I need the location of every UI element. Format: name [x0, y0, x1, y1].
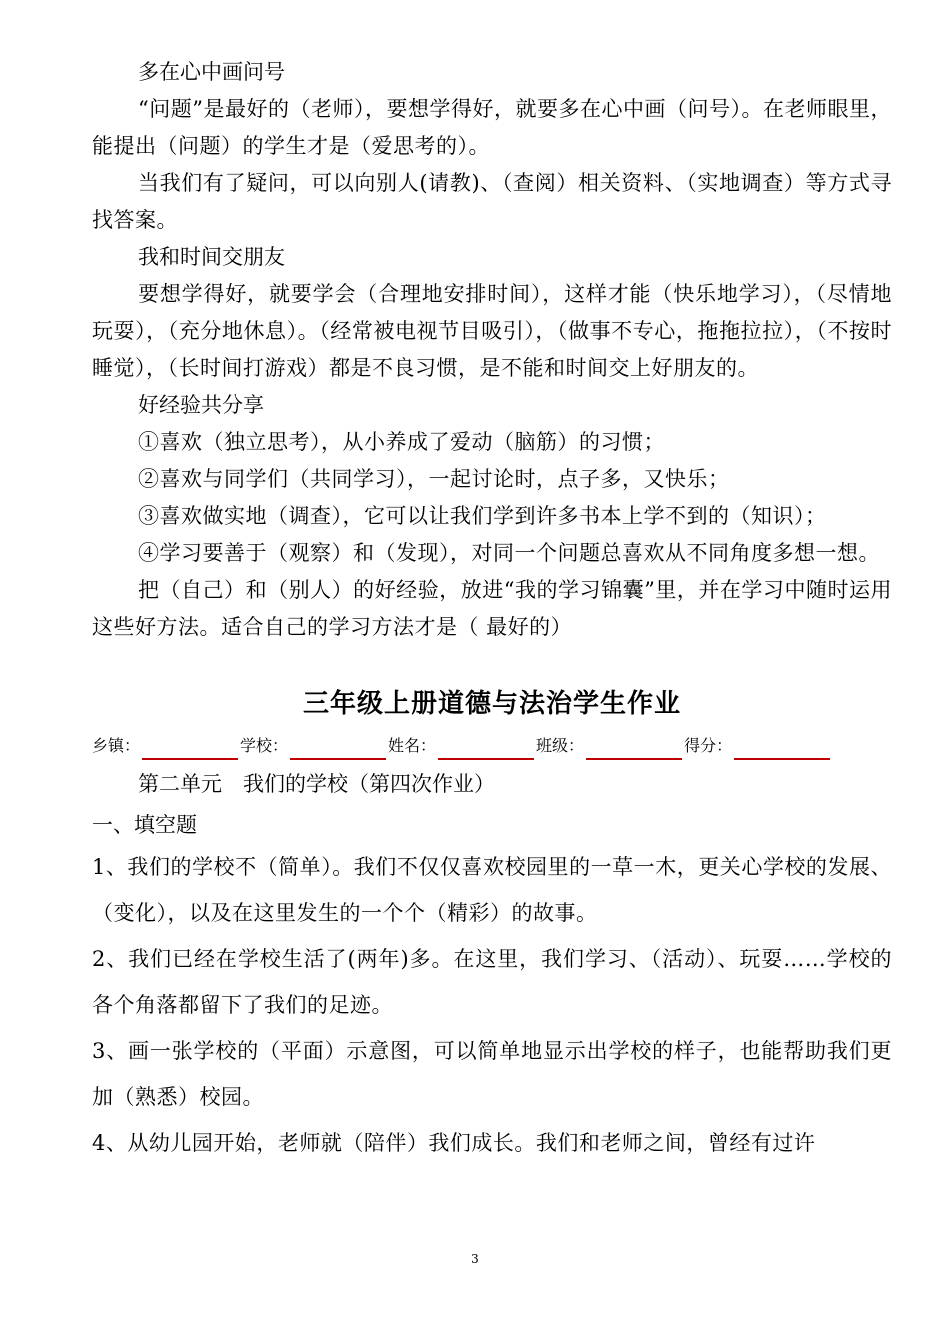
- field-label: 学校：: [240, 736, 289, 755]
- info-field-score: [684, 732, 832, 760]
- school-blank[interactable]: [290, 738, 386, 760]
- question: 3、画一张学校的（平面）示意图，可以简单地显示出学校的样子，也能帮助我们更加（熟悉）校园。: [92, 1039, 892, 1109]
- name-blank[interactable]: [438, 738, 534, 760]
- class-blank[interactable]: [586, 738, 682, 760]
- question: 2、我们已经在学校生活了(两年)多。在这里，我们学习、（活动）、玩耍……学校的各个角落都留下了我们的足迹。: [92, 947, 892, 1017]
- list-item: ④学习要善于（观察）和（发现），对同一个问题总喜欢从不同角度多想一想。: [138, 541, 880, 565]
- page-number: 3: [471, 1252, 479, 1266]
- paragraph: 当我们有了疑问，可以向别人(请教)、（查阅）相关资料、（实地调查）等方式寻找答案。: [92, 171, 892, 232]
- field-label: 班级：: [536, 736, 585, 755]
- info-field-class: [536, 732, 684, 760]
- worksheet-title: 三年级上册道德与法治学生作业: [302, 689, 681, 719]
- score-blank[interactable]: [734, 738, 830, 760]
- section-heading-questions: 多在心中画问号: [138, 60, 285, 84]
- town-blank[interactable]: [142, 738, 238, 760]
- question: 1、我们的学校不（简单）。我们不仅仅喜欢校园里的一草一木，更关心学校的发展、（变化），以及在这里发生的一个个（精彩）的故事。: [92, 855, 892, 925]
- section-heading-experience: 好经验共分享: [138, 393, 264, 417]
- field-label: 姓名：: [388, 736, 437, 755]
- paragraph: 把（自己）和（别人）的好经验，放进“我的学习锦囊”里，并在学习中随时运用这些好方法。适合自己的学习方法才是（ 最好的）: [92, 578, 892, 639]
- info-field-town: [92, 732, 240, 760]
- list-item: ②喜欢与同学们（共同学习），一起讨论时，点子多，又快乐；: [138, 467, 730, 491]
- paragraph: 要想学得好，就要学会（合理地安排时间），这样才能（快乐地学习），（尽情地玩耍），（充分地休息）。（经常被电视节目吸引），（做事不专心，拖拖拉拉），（不按时睡觉），（长时间打游戏）都是不良习惯，是不能和时间交上好朋友的。: [92, 282, 892, 380]
- unit-line: 第二单元 我们的学校（第四次作业）: [138, 772, 495, 796]
- info-field-school: [240, 732, 388, 760]
- field-label: 得分：: [684, 736, 733, 755]
- part-heading: 一、填空题: [92, 813, 197, 837]
- student-info-line: [92, 732, 892, 760]
- list-item: ③喜欢做实地（调查），它可以让我们学到许多书本上学不到的（知识）；: [138, 504, 827, 528]
- paragraph: “问题”是最好的（老师），要想学得好，就要多在心中画（问号）。在老师眼里，能提出（问题）的学生才是（爱思考的）。: [92, 97, 892, 158]
- question: 4、从幼儿园开始，老师就（陪伴）我们成长。我们和老师之间，曾经有过许: [92, 1131, 816, 1155]
- info-field-name: [388, 732, 536, 760]
- document-page: [92, 54, 892, 1166]
- field-label: 乡镇：: [92, 736, 141, 755]
- list-item: ①喜欢（独立思考），从小养成了爱动（脑筋）的习惯；: [138, 430, 665, 454]
- section-heading-time: 我和时间交朋友: [138, 245, 285, 269]
